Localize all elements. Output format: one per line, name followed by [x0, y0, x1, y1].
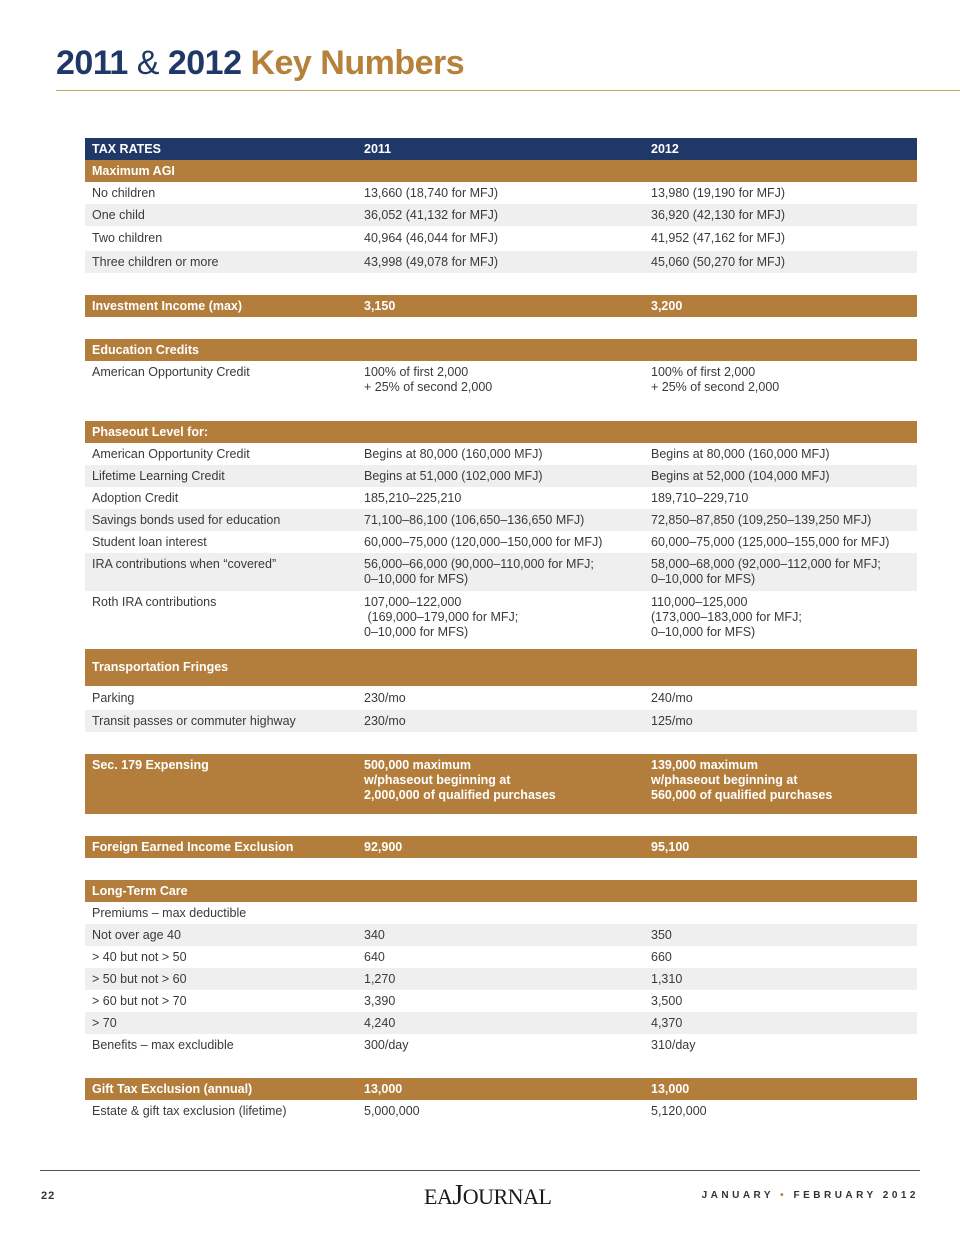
table-row — [85, 531, 917, 553]
issue-month-2-year: FEBRUARY 2012 — [793, 1190, 919, 1201]
row-label: > 40 but not > 50 — [92, 949, 187, 964]
value-2012: Begins at 52,000 (104,000 MFJ) — [651, 468, 830, 483]
key-numbers-table — [85, 138, 917, 1122]
value-2012: 3,200 — [651, 298, 683, 313]
value-2012: 41,952 (47,162 for MFJ) — [651, 231, 786, 245]
section-gift-tax-exclusion — [85, 1078, 917, 1100]
value-2011: 71,100–86,100 (106,650–136,650 MFJ) — [364, 512, 585, 527]
page-number: 22 — [41, 1190, 56, 1202]
value-line: 139,000 maximum — [651, 758, 759, 772]
table-row — [85, 902, 917, 924]
table-row — [85, 182, 917, 204]
row-label: Estate & gift tax exclusion (lifetime) — [92, 1103, 287, 1118]
value-2012: 350 — [651, 927, 672, 942]
table-row — [85, 509, 917, 531]
section-sec-179-expensing — [85, 754, 917, 814]
section-label: Sec. 179 Expensing — [92, 758, 209, 772]
section-foreign-earned-income — [85, 836, 917, 858]
section-long-term-care — [85, 880, 917, 902]
value-2012: 13,980 (19,190 for MFJ) — [651, 185, 786, 200]
value-line: 100% of first 2,000 — [651, 365, 756, 379]
value-2011: 13,660 (18,740 for MFJ) — [364, 185, 499, 200]
section-label: Phaseout Level for: — [92, 424, 208, 439]
row-label: Student loan interest — [92, 534, 207, 549]
value-2012 — [644, 557, 917, 587]
value-line: 58,000–68,000 (92,000–112,000 for MFJ; — [651, 557, 881, 571]
table-row — [85, 946, 917, 968]
row-label: IRA contributions when “covered” — [92, 557, 277, 571]
value-2012: 95,100 — [651, 839, 690, 854]
value-line: (169,000–179,000 for MFJ; — [364, 610, 519, 624]
value-2011: 40,964 (46,044 for MFJ) — [364, 231, 499, 245]
row-label: American Opportunity Credit — [92, 365, 250, 379]
value-line: + 25% of second 2,000 — [364, 380, 493, 394]
value-2011: 230/mo — [364, 713, 406, 728]
value-2012: 125/mo — [651, 713, 693, 728]
value-2011: 92,900 — [364, 839, 403, 854]
row-label: American Opportunity Credit — [92, 446, 250, 461]
row-label: Benefits – max excludible — [92, 1037, 234, 1052]
value-2011 — [357, 365, 644, 395]
value-2011: 43,998 (49,078 for MFJ) — [364, 254, 499, 269]
value-2011: Begins at 80,000 (160,000 MFJ) — [364, 446, 543, 461]
value-2011: 1,270 — [364, 971, 396, 986]
section-transportation-fringes — [85, 649, 917, 686]
value-2011: 5,000,000 — [364, 1103, 420, 1118]
section-education-credits — [85, 339, 917, 361]
header-tax-rates: TAX RATES — [92, 141, 161, 156]
title-divider — [56, 90, 960, 91]
section-label: Investment Income (max) — [92, 298, 243, 313]
table-row — [85, 1012, 917, 1034]
header-2011: 2011 — [364, 141, 392, 156]
section-label: Long-Term Care — [92, 883, 188, 898]
table-row — [85, 1034, 917, 1056]
ea-journal-logo — [424, 1180, 551, 1212]
section-label: Education Credits — [92, 342, 199, 357]
value-2011: 340 — [364, 927, 385, 942]
table-row — [85, 361, 917, 399]
row-label: Not over age 40 — [92, 927, 181, 942]
logo-text-ournal: OURNAL — [462, 1184, 552, 1209]
value-line: 560,000 of qualified purchases — [651, 788, 833, 802]
table-row — [85, 1100, 917, 1122]
row-label: > 50 but not > 60 — [92, 971, 187, 986]
table-row — [85, 553, 917, 591]
value-line: (173,000–183,000 for MFJ; — [651, 610, 802, 624]
table-row — [85, 686, 917, 710]
value-2012 — [644, 758, 917, 803]
value-2012: 5,120,000 — [651, 1103, 707, 1118]
title-year-2011: 2011 — [56, 44, 128, 82]
issue-separator-dot: • — [780, 1190, 788, 1201]
value-2012: 3,500 — [651, 993, 683, 1008]
row-label: Premiums – max deductible — [92, 905, 247, 920]
page-title — [56, 44, 464, 83]
value-2011: Begins at 51,000 (102,000 MFJ) — [364, 468, 543, 483]
value-line: 500,000 maximum — [364, 758, 472, 772]
row-label: > 70 — [92, 1015, 117, 1030]
value-2011: 185,210–225,210 — [364, 490, 462, 505]
row-label: Transit passes or commuter highway — [92, 713, 296, 728]
value-2011 — [357, 758, 644, 803]
title-ampersand: & — [136, 44, 159, 82]
row-label: Savings bonds used for education — [92, 512, 281, 527]
value-2011: 3,150 — [364, 298, 396, 313]
value-line: w/phaseout beginning at — [651, 773, 798, 787]
value-2012: 72,850–87,850 (109,250–139,250 MFJ) — [651, 512, 872, 527]
value-line: 56,000–66,000 (90,000–110,000 for MFJ; — [364, 557, 594, 571]
row-label: Lifetime Learning Credit — [92, 468, 225, 483]
header-2012: 2012 — [651, 141, 679, 156]
table-row — [85, 487, 917, 509]
table-row — [85, 226, 917, 251]
table-header-row — [85, 138, 917, 160]
value-line: 0–10,000 for MFS) — [364, 572, 469, 586]
table-row — [85, 968, 917, 990]
row-label: One child — [92, 207, 145, 222]
logo-text-j: J — [452, 1180, 463, 1211]
value-2012: 660 — [651, 949, 672, 964]
row-label: No children — [92, 185, 156, 200]
value-2012: 1,310 — [651, 971, 683, 986]
value-2012: Begins at 80,000 (160,000 MFJ) — [651, 446, 830, 461]
table-row — [85, 924, 917, 946]
value-2011: 230/mo — [364, 690, 406, 705]
row-label: Two children — [92, 231, 163, 245]
value-2011: 4,240 — [364, 1015, 396, 1030]
value-2011: 60,000–75,000 (120,000–150,000 for MFJ) — [364, 534, 603, 549]
logo-text-ea: EA — [424, 1184, 453, 1209]
value-line: + 25% of second 2,000 — [651, 380, 780, 394]
value-2012: 60,000–75,000 (125,000–155,000 for MFJ) — [651, 534, 890, 549]
value-2011: 3,390 — [364, 993, 396, 1008]
value-line: w/phaseout beginning at — [364, 773, 511, 787]
row-label: Parking — [92, 690, 135, 705]
footer-divider — [40, 1170, 920, 1171]
value-2011: 640 — [364, 949, 385, 964]
title-year-2012: 2012 — [167, 44, 242, 82]
value-line: 0–10,000 for MFS) — [651, 625, 756, 639]
value-2011 — [357, 557, 644, 587]
table-row — [85, 443, 917, 465]
section-maximum-agi — [85, 160, 917, 182]
table-row — [85, 465, 917, 487]
value-2011 — [357, 595, 644, 640]
row-label: Roth IRA contributions — [92, 595, 217, 609]
row-label: > 60 but not > 70 — [92, 993, 187, 1008]
value-2012: 240/mo — [651, 690, 693, 705]
section-label: Maximum AGI — [92, 163, 175, 178]
value-2012 — [644, 595, 917, 640]
value-2012: 36,920 (42,130 for MFJ) — [651, 207, 786, 222]
value-2011: 13,000 — [364, 1081, 403, 1096]
value-2012: 189,710–229,710 — [651, 490, 749, 505]
row-label: Three children or more — [92, 254, 219, 269]
table-row — [85, 990, 917, 1012]
row-label: Adoption Credit — [92, 490, 179, 505]
value-line: 107,000–122,000 — [364, 595, 462, 609]
section-investment-income — [85, 295, 917, 317]
table-row — [85, 251, 917, 273]
value-2012: 45,060 (50,270 for MFJ) — [651, 254, 786, 269]
value-2011: 36,052 (41,132 for MFJ) — [364, 207, 499, 222]
value-line: 0–10,000 for MFS) — [651, 572, 756, 586]
value-2012: 4,370 — [651, 1015, 683, 1030]
value-line: 100% of first 2,000 — [364, 365, 469, 379]
table-row — [85, 710, 917, 732]
section-label: Gift Tax Exclusion (annual) — [92, 1081, 253, 1096]
value-line: 2,000,000 of qualified purchases — [364, 788, 556, 802]
title-key-numbers: Key Numbers — [250, 44, 465, 82]
issue-date — [702, 1190, 919, 1201]
value-2012 — [644, 365, 917, 395]
issue-month-1: JANUARY — [701, 1190, 774, 1201]
value-2012: 310/day — [651, 1037, 696, 1052]
table-row — [85, 591, 917, 649]
value-2012: 13,000 — [651, 1081, 690, 1096]
section-label: Foreign Earned Income Exclusion — [92, 839, 294, 854]
table-row — [85, 204, 917, 226]
value-2011: 300/day — [364, 1037, 409, 1052]
section-label: Transportation Fringes — [92, 660, 229, 674]
section-phaseout-level — [85, 421, 917, 443]
value-line: 0–10,000 for MFS) — [364, 625, 469, 639]
value-line: 110,000–125,000 — [651, 595, 748, 609]
